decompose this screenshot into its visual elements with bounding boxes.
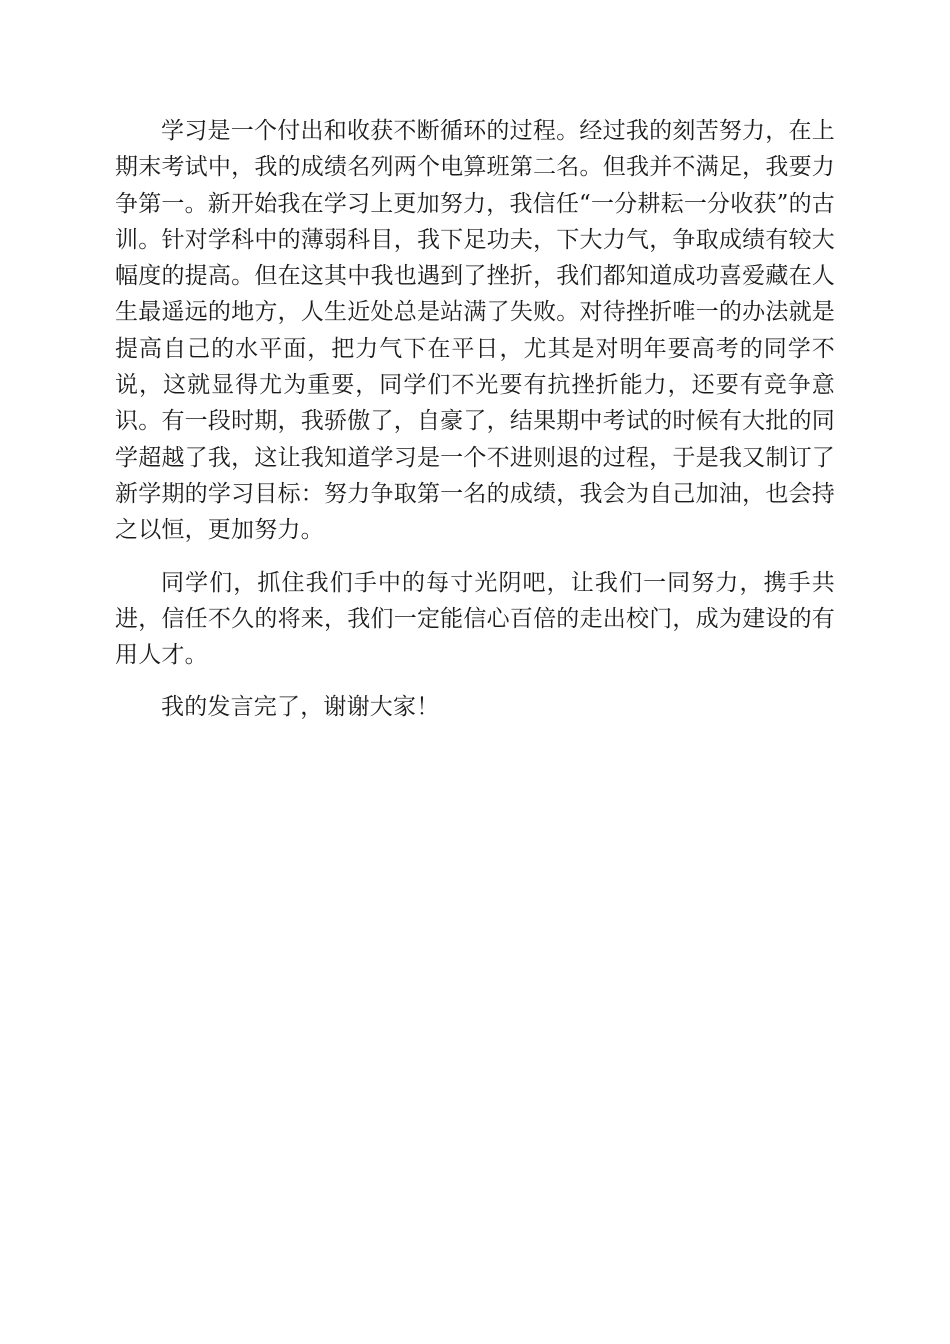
paragraph-study-progress: 学习是一个付出和收获不断循环的过程。经过我的刻苦努力，在上期末考试中，我的成绩名列两个电算班第二名。但我并不满足，我要力争第一。新开始我在学习上更加努力，我信任“一分耕耘一分收获”的古训。针对学科中的薄弱科目，我下足功夫，下大力气，争取成绩有较大幅度的提高。但在这其中我也遇到了挫折，我们都知道成功喜爱藏在人生最遥远的地方，人生近处总是站满了失败。对待挫折唯一的办法就是提高自己的水平面，把力气下在平日，尤其是对明年要高考的同学不说，这就显得尤为重要，同学们不光要有抗挫折能力，还要有竞争意识。有一段时期，我骄傲了，自豪了，结果期中考试的时候有大批的同学超越了我，这让我知道学习是一个不进则退的过程，于是我又制订了新学期的学习目标：努力争取第一名的成绩，我会为自己加油，也会持之以恒，更加努力。	[115, 118, 835, 544]
paragraph-encouragement: 同学们，抓住我们手中的每寸光阴吧，让我们一同努力，携手共进，信任不久的将来，我们一定能信心百倍的走出校门，成为建设的有用人才。	[115, 569, 835, 669]
document-body	[115, 113, 835, 726]
paragraph-closing: 我的发言完了，谢谢大家！	[161, 694, 440, 721]
